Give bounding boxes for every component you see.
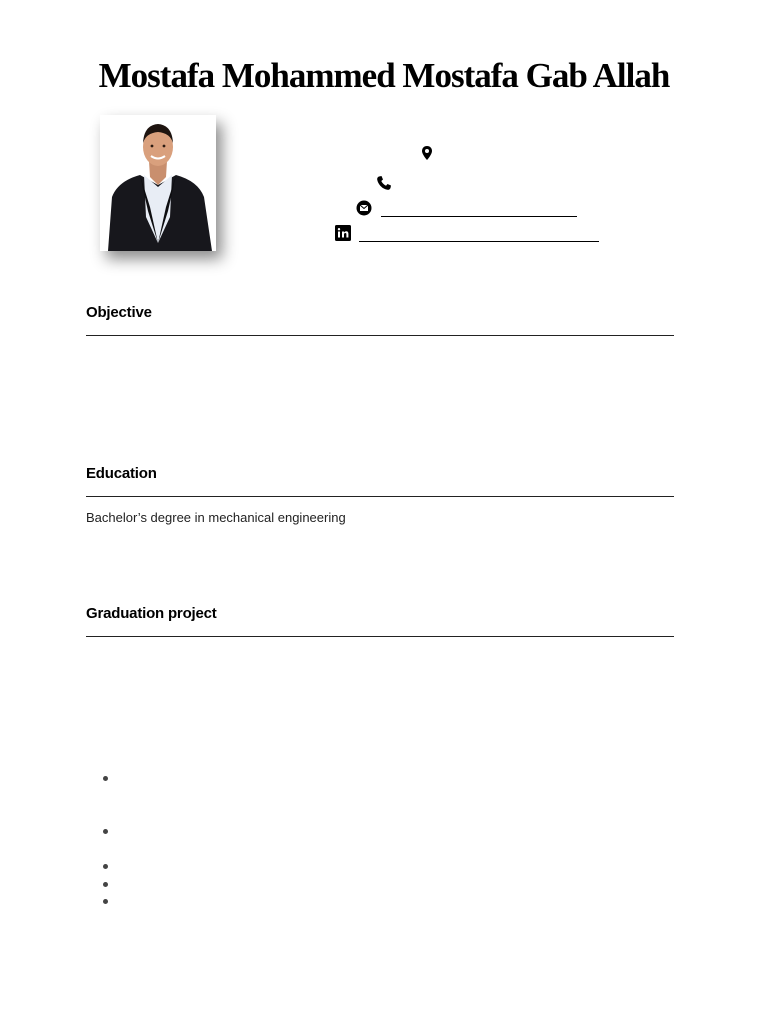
candidate-name: Mostafa Mohammed Mostafa Gab Allah [98, 56, 670, 95]
linkedin-icon [335, 225, 351, 241]
list-bullet [103, 864, 108, 869]
list-bullet [103, 776, 108, 781]
list-bullet [103, 899, 108, 904]
list-bullet [103, 829, 108, 834]
objective-heading: Objective [86, 304, 152, 321]
email-link-line[interactable] [381, 216, 577, 217]
person-portrait-image [100, 115, 216, 251]
objective-divider [86, 335, 674, 336]
linkedin-link-line[interactable] [359, 241, 599, 242]
graduation-project-heading: Graduation project [86, 605, 217, 622]
list-bullet [103, 882, 108, 887]
phone-icon [376, 175, 392, 191]
education-divider [86, 496, 674, 497]
graduation-project-divider [86, 636, 674, 637]
map-pin-icon [419, 145, 435, 161]
email-icon [356, 200, 372, 216]
profile-photo [100, 115, 216, 251]
education-item: Bachelor’s degree in mechanical engineering [86, 510, 346, 525]
education-heading: Education [86, 465, 157, 482]
